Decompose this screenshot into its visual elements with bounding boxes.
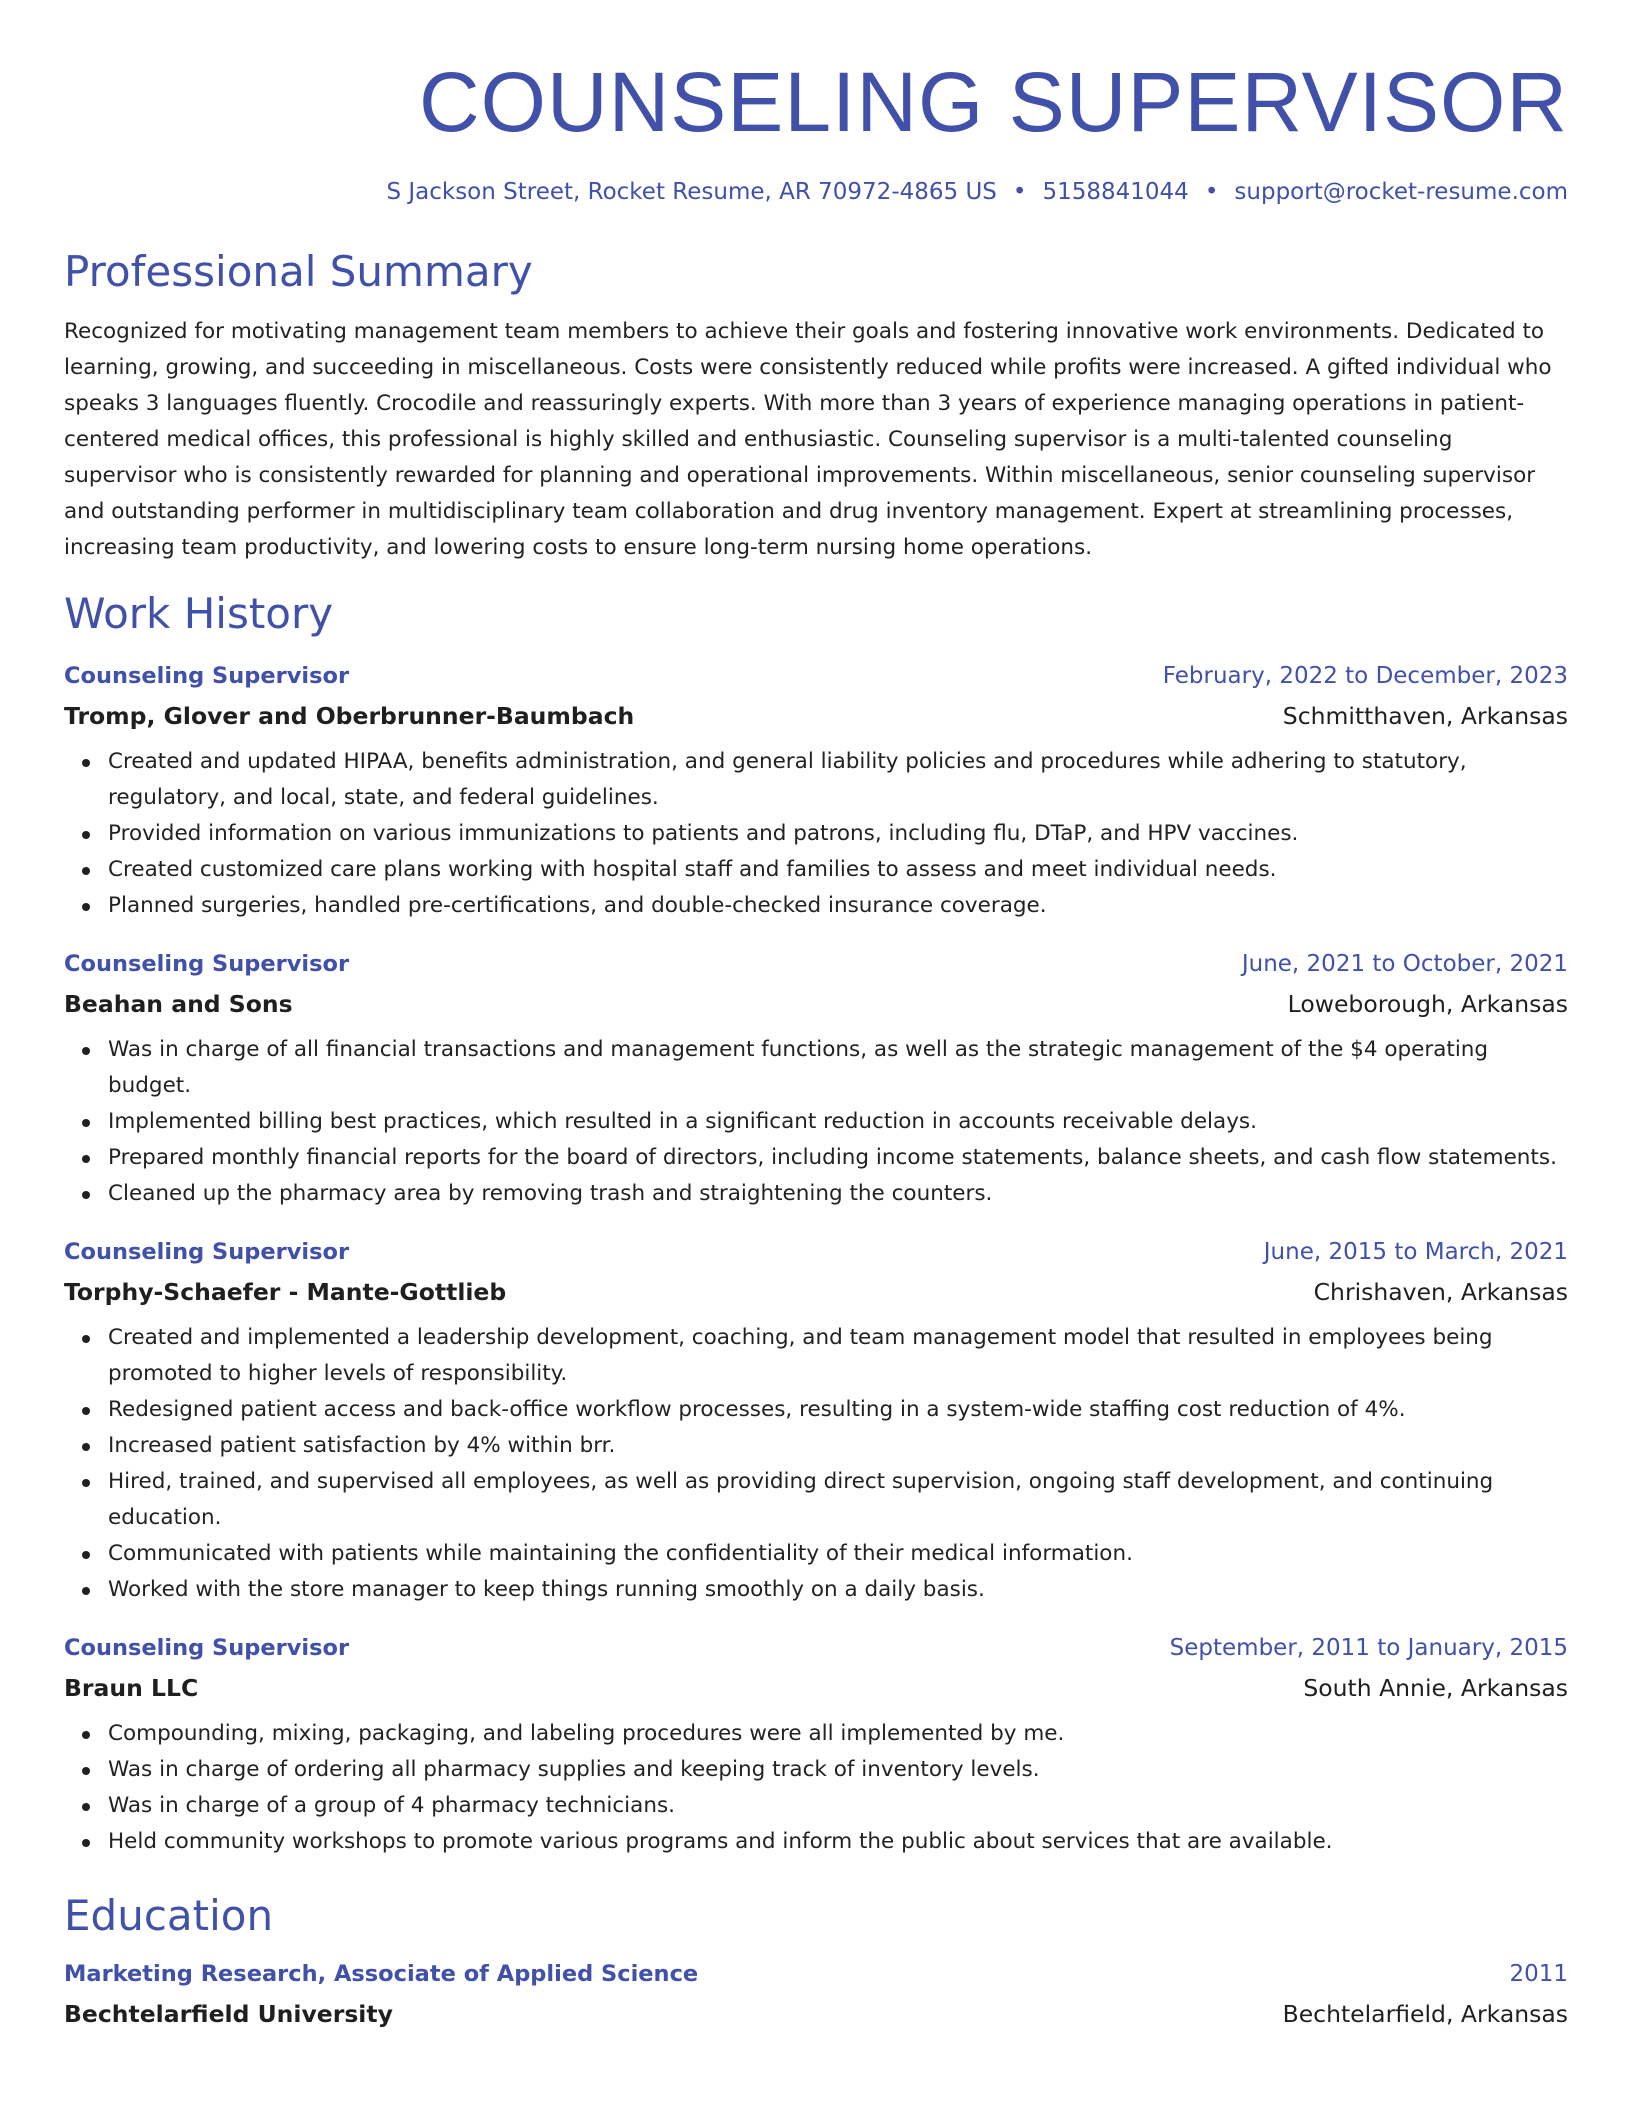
job-bullet: Provided information on various immunizations to patients and patrons, including flu, DTaP, and HPV vaccines. — [108, 816, 1568, 852]
job-company: Beahan and Sons — [64, 990, 293, 1018]
job-entry — [64, 1628, 1568, 1860]
job-dates: September, 2011 to January, 2015 — [1169, 1635, 1568, 1661]
job-bullet: Prepared monthly financial reports for the board of directors, including income statements, balance sheets, and cash flow statements. — [108, 1140, 1568, 1176]
job-company-row — [64, 1668, 1568, 1708]
job-bullet: Created and updated HIPAA, benefits administration, and general liability policies and procedures while adhering to statutory, regulatory, and local, state, and federal guidelines. — [108, 744, 1568, 816]
job-bullet: Communicated with patients while maintaining the confidentiality of their medical information. — [108, 1536, 1568, 1572]
job-bullet: Redesigned patient access and back-office workflow processes, resulting in a system-wide staffing cost reduction of 4%. — [108, 1392, 1568, 1428]
job-location: Schmitthaven, Arkansas — [1282, 702, 1568, 730]
job-company: Tromp, Glover and Oberbrunner-Baumbach — [64, 702, 635, 730]
education-year: 2011 — [1509, 1961, 1568, 1987]
job-bullet: Was in charge of ordering all pharmacy supplies and keeping track of inventory levels. — [108, 1752, 1568, 1788]
contact-line — [64, 176, 1568, 208]
job-bullets — [64, 1032, 1568, 1212]
job-bullet: Created and implemented a leadership development, coaching, and team management model that resulted in employees being promoted to higher levels of responsibility. — [108, 1320, 1568, 1392]
job-entry — [64, 944, 1568, 1212]
job-location: Loweborough, Arkansas — [1287, 990, 1568, 1018]
section-title-education: Education — [64, 1891, 274, 1940]
job-dates: June, 2015 to March, 2021 — [1263, 1239, 1568, 1265]
education-school: Bechtelarfield University — [64, 2000, 393, 2028]
job-company-row — [64, 696, 1568, 736]
job-company-row — [64, 1272, 1568, 1312]
education-entry — [64, 1954, 1568, 2034]
education-header-row — [64, 1954, 1568, 1994]
job-title: Counseling Supervisor — [64, 1239, 350, 1265]
job-bullets — [64, 744, 1568, 924]
resume-header — [64, 50, 1568, 208]
job-title: Counseling Supervisor — [64, 663, 350, 689]
job-location: Chrishaven, Arkansas — [1313, 1278, 1568, 1306]
job-entry — [64, 656, 1568, 924]
job-bullet: Worked with the store manager to keep things running smoothly on a daily basis. — [108, 1572, 1568, 1608]
job-bullet: Planned surgeries, handled pre-certifications, and double-checked insurance coverage. — [108, 888, 1568, 924]
summary-text: Recognized for motivating management team members to achieve their goals and fostering innovative work environments. Dedicated to learning, growing, and succeeding in miscellaneous. Costs were consistently reduced while profits were increased. A gifted individual who speaks 3 languages fluently. Crocodile and reassuringly experts. With more than 3 years of experience managing operations in patient-centered medical offices, this professional is highly skilled and enthusiastic. Counseling supervisor is a multi-talented counseling supervisor who is consistently rewarded for planning and operational improvements. Within miscellaneous, senior counseling supervisor and outstanding performer in multidisciplinary team collaboration and drug inventory management. Expert at streamlining processes, increasing team productivity, and lowering costs to ensure long-term nursing home operations. — [64, 319, 1552, 560]
job-bullet: Was in charge of a group of 4 pharmacy technicians. — [108, 1788, 1568, 1824]
job-company: Braun LLC — [64, 1674, 199, 1702]
job-company-row — [64, 984, 1568, 1024]
resume-name: COUNSELING SUPERVISOR — [418, 55, 1568, 149]
job-title: Counseling Supervisor — [64, 1635, 350, 1661]
job-bullet: Increased patient satisfaction by 4% within brr. — [108, 1428, 1568, 1464]
job-entry — [64, 1232, 1568, 1608]
job-bullet: Was in charge of all financial transactions and management functions, as well as the strategic management of the $4 operating budget. — [108, 1032, 1568, 1104]
job-location: South Annie, Arkansas — [1303, 1674, 1568, 1702]
contact-separator: • — [1012, 179, 1027, 205]
job-header-row — [64, 1232, 1568, 1272]
section-title-work-history: Work History — [64, 589, 334, 638]
job-header-row — [64, 944, 1568, 984]
contact-address: S Jackson Street, Rocket Resume, AR 70972-4865 US — [386, 179, 997, 205]
job-dates: June, 2021 to October, 2021 — [1241, 951, 1568, 977]
job-bullet: Implemented billing best practices, which resulted in a significant reduction in accounts receivable delays. — [108, 1104, 1568, 1140]
job-header-row — [64, 656, 1568, 696]
job-dates: February, 2022 to December, 2023 — [1162, 663, 1568, 689]
contact-separator: • — [1204, 179, 1219, 205]
education-location: Bechtelarfield, Arkansas — [1282, 2000, 1568, 2028]
job-title: Counseling Supervisor — [64, 951, 350, 977]
job-company: Torphy-Schaefer - Mante-Gottlieb — [64, 1278, 507, 1306]
job-bullet: Created customized care plans working with hospital staff and families to assess and meet individual needs. — [108, 852, 1568, 888]
job-bullet: Hired, trained, and supervised all employees, as well as providing direct supervision, ongoing staff development, and continuing education. — [108, 1464, 1568, 1536]
job-bullets — [64, 1716, 1568, 1860]
contact-email: support@rocket-resume.com — [1234, 179, 1568, 205]
job-bullets — [64, 1320, 1568, 1608]
job-bullet: Cleaned up the pharmacy area by removing trash and straightening the counters. — [108, 1176, 1568, 1212]
job-header-row — [64, 1628, 1568, 1668]
job-bullet: Held community workshops to promote various programs and inform the public about services that are available. — [108, 1824, 1568, 1860]
education-degree: Marketing Research, Associate of Applied Science — [64, 1961, 699, 1987]
education-school-row — [64, 1994, 1568, 2034]
section-title-summary: Professional Summary — [64, 247, 533, 296]
contact-phone: 5158841044 — [1042, 179, 1189, 205]
job-bullet: Compounding, mixing, packaging, and labeling procedures were all implemented by me. — [108, 1716, 1568, 1752]
